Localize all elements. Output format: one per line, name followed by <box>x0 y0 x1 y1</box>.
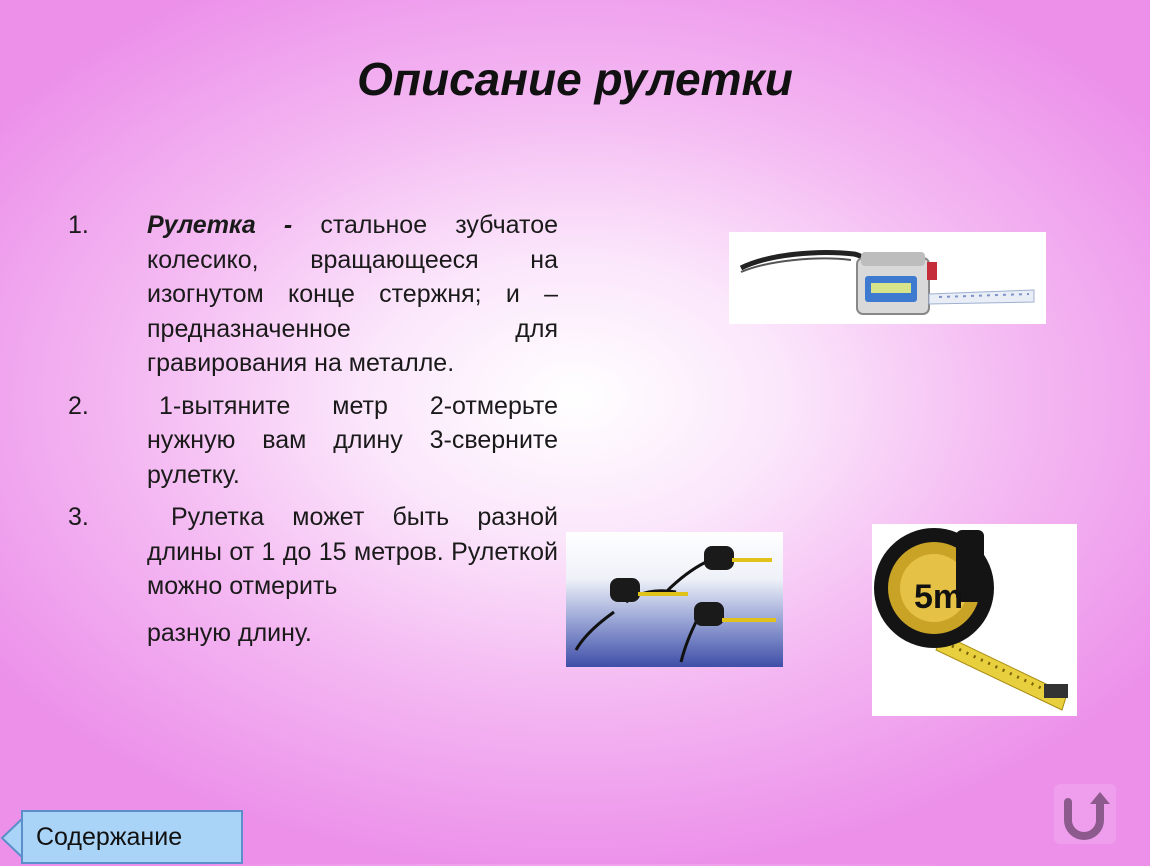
contents-button[interactable]: Содержание <box>21 810 243 864</box>
item-text <box>147 208 558 381</box>
tape-measure-photo <box>729 232 1046 324</box>
item-number: 3. <box>68 503 89 531</box>
u-turn-icon[interactable] <box>1054 784 1116 844</box>
item-number: 2. <box>68 391 89 420</box>
list-item <box>68 208 558 381</box>
tape-measure-5m-photo <box>872 524 1077 716</box>
item-number: 1. <box>68 211 89 239</box>
list-item <box>68 389 558 493</box>
item-text: Рулетка может быть разной длины от 1 до 15 метров. Рулеткой можно отмерить <box>147 503 558 600</box>
tape-size-label: 5m <box>914 578 964 616</box>
item-term: Рулетка - <box>147 211 293 239</box>
list-item <box>68 500 558 650</box>
item-text-tail: разную длину. <box>147 618 312 647</box>
tape-measures-group-photo <box>566 532 783 667</box>
item-text: 1-вытяните метр 2-отмерьте нужную вам длину 3-сверните рулетку. <box>147 391 558 489</box>
description-list <box>68 208 558 658</box>
item-definition: стальное зубчатое колесико, вращающееся на изогнутом конце стержня; и – предназначенное для гравирования на металле. <box>147 211 559 377</box>
slide-title: Описание рулетки <box>357 53 793 105</box>
